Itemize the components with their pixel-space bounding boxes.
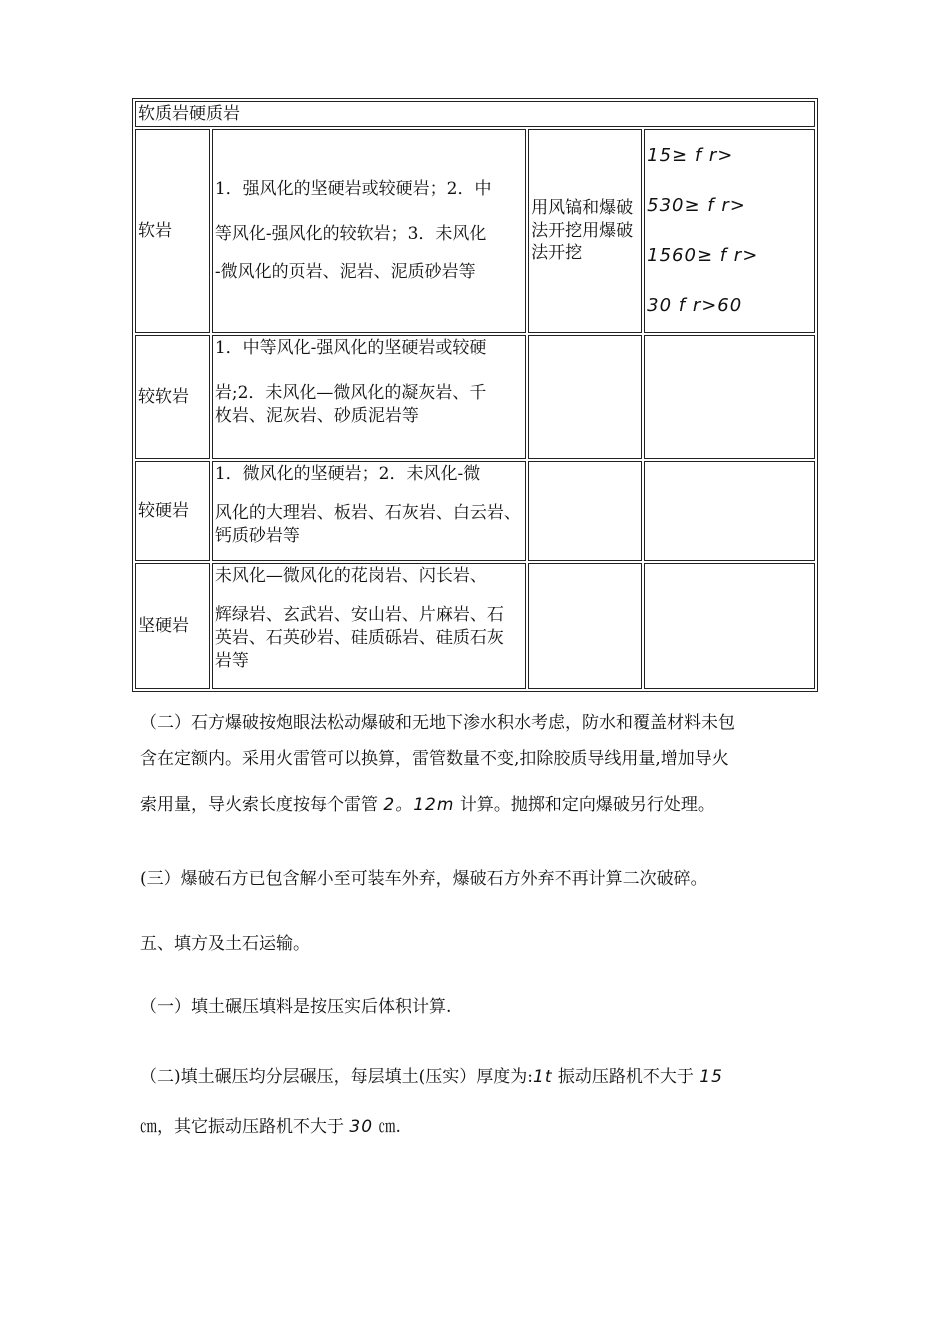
excavation-method-cell <box>528 461 642 561</box>
paragraph-line: （二）石方爆破按炮眼法松动爆破和无地下渗水积水考虑，防水和覆盖材料未包 <box>140 713 735 733</box>
text-run: 30 <box>349 1116 374 1137</box>
text-run: ㎝. <box>373 1116 401 1137</box>
coefficient-line: 15≥ f r> <box>647 145 734 166</box>
coefficient-cell <box>644 335 815 459</box>
excavation-method-cell <box>528 563 642 689</box>
coefficient-cell <box>644 461 815 561</box>
description-line: 1．中等风化-强风化的坚硬岩或较硬 <box>214 338 487 358</box>
description-line: 岩等 <box>214 650 249 671</box>
rock-category-cell: 较软岩 <box>135 335 210 459</box>
description-line: 钙质砂岩等 <box>214 525 300 546</box>
rock-description-cell <box>212 129 526 333</box>
text-run: （二)填土碾压均分层碾压，每层填土(压实）厚度为: <box>140 1067 533 1087</box>
coefficient-line: 530≥ f r> <box>647 195 746 216</box>
description-line: 岩;2．未风化—微风化的凝灰岩、千 <box>214 382 487 403</box>
excavation-method-cell: 用风镐和爆破法开挖用爆破法开挖 <box>528 129 642 333</box>
paragraph-line <box>140 1116 820 1140</box>
rock-description-cell <box>212 563 526 689</box>
description-line: 1．强风化的坚硬岩或较硬岩；2．中 <box>214 178 492 199</box>
description-line: 风化的大理岩、板岩、石灰岩、白云岩、 <box>214 502 521 523</box>
table-row <box>135 129 815 333</box>
paragraph-blasting-method <box>140 712 820 817</box>
paragraph-fill-volume: （一）填土碾压填料是按压实后体积计算. <box>140 997 452 1017</box>
description-line: 英岩、石英砂岩、硅质砾岩、硅质石灰 <box>214 627 504 648</box>
rock-category-cell: 坚硬岩 <box>135 563 210 689</box>
table-row <box>135 563 815 689</box>
rock-description-cell <box>212 335 526 459</box>
rock-classification-table <box>132 98 818 692</box>
section-heading: 五、填方及土石运输。 <box>140 934 310 954</box>
text-run: 1t <box>533 1067 553 1087</box>
description-line: 等风化-强风化的较软岩；3．未风化 <box>214 223 487 244</box>
paragraph-fill-compaction <box>140 1066 820 1140</box>
paragraph-line <box>140 794 820 818</box>
paragraph-secondary-crushing: (三）爆破石方已包含解小至可装车外弃，爆破石方外弃不再计算二次破碎。 <box>140 869 708 889</box>
description-line: 辉绿岩、玄武岩、安山岩、片麻岩、石 <box>214 604 504 625</box>
excavation-method-cell <box>528 335 642 459</box>
rock-category-cell: 软岩 <box>135 129 210 333</box>
table-header-cell: 软质岩硬质岩 <box>135 101 815 127</box>
paragraph-line: 含在定额内。采用火雷管可以换算，雷管数量不变,扣除胶质导线用量,增加导火 <box>140 748 729 769</box>
description-line: -微风化的页岩、泥岩、泥质砂岩等 <box>214 262 476 283</box>
coefficient-cell <box>644 129 815 333</box>
text-run: 2。12m <box>383 794 455 815</box>
description-line: 未风化—微风化的花岗岩、闪长岩、 <box>214 566 487 586</box>
table-header-row <box>135 101 815 127</box>
text-run: 15 <box>699 1067 723 1087</box>
coefficient-line: 30 f r>60 <box>647 295 743 316</box>
text-run: 索用量，导火索长度按每个雷管 <box>140 794 384 815</box>
table-row <box>135 335 815 459</box>
text-run: 振动压路机不大于 <box>552 1067 700 1087</box>
coefficient-line: 1560≥ f r> <box>647 245 759 266</box>
text-run: 计算。抛掷和定向爆破另行处理。 <box>454 794 715 815</box>
rock-description-cell <box>212 461 526 561</box>
paragraph-line <box>140 1066 820 1090</box>
rock-category-cell: 较硬岩 <box>135 461 210 561</box>
description-line: 1．微风化的坚硬岩；2．未风化-微 <box>214 464 481 484</box>
description-line: 枚岩、泥灰岩、砂质泥岩等 <box>214 405 419 426</box>
text-run: ㎝，其它振动压路机不大于 <box>140 1116 350 1137</box>
coefficient-cell <box>644 563 815 689</box>
table-row <box>135 461 815 561</box>
